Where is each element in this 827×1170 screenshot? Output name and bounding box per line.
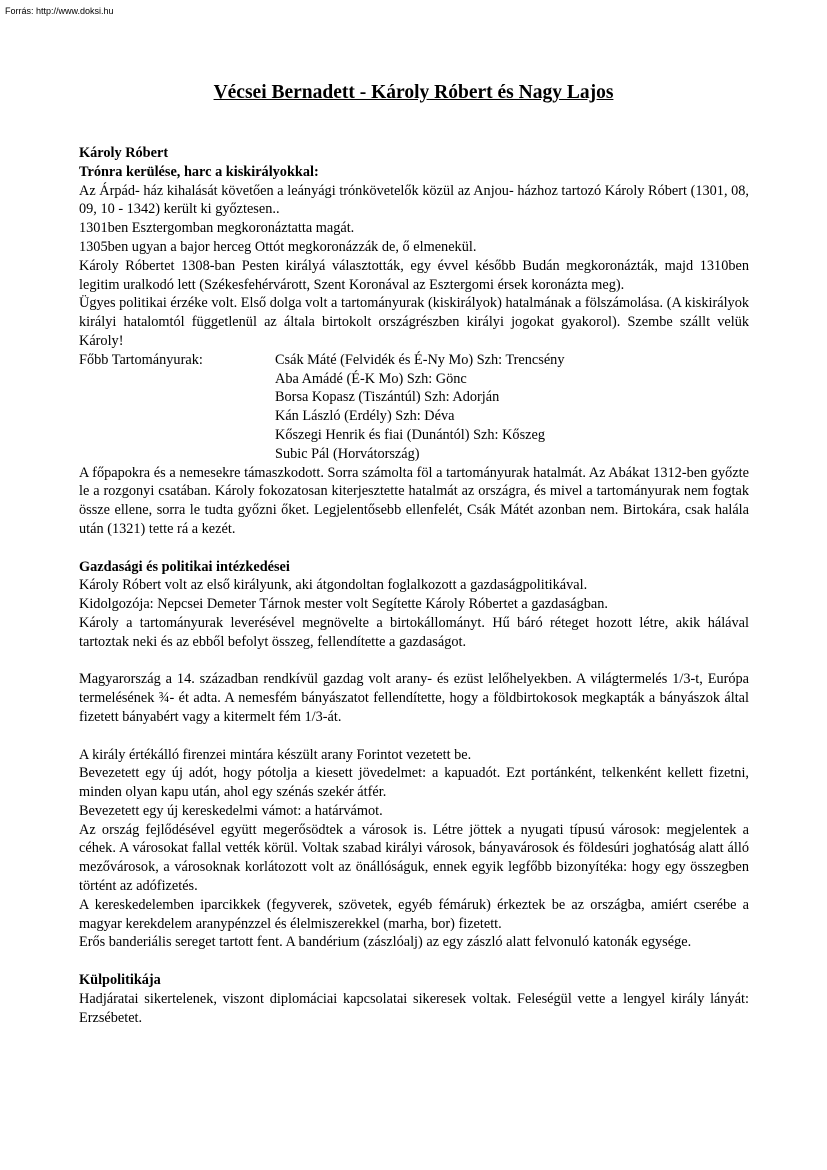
paragraph: A király értékálló firenzei mintára készült arany Forintot vezetett be. (79, 746, 472, 763)
paragraph: Bevezetett egy új adót, hogy pótolja a kiesett jövedelmet: a kapuadót. Ezt portánként, telkenként kellett fizetni, minden olyan kapu után, ahol egy szénás szekér átfér. (79, 765, 749, 801)
province-item: Borsa Kopasz (Tiszántúl) Szh: Adorján (275, 389, 500, 406)
province-row (79, 407, 749, 426)
section-heading-karoly-robert: Károly Róbert (79, 145, 169, 161)
paragraph: 1301ben Esztergomban megkoronáztatta magát. (79, 220, 355, 237)
subheading-throne: Trónra kerülése, harc a kiskirályokkal: (79, 163, 319, 180)
paragraph: Erős banderiális sereget tartott fent. A bandérium (zászlóalj) az egy zászló alatt felvonuló katonák egysége. (79, 934, 692, 951)
paragraph: Hadjáratai sikertelenek, viszont diplomáciai kapcsolatai sikeresek voltak. Feleségül vette a lengyel király lányát: Erzsébetet. (79, 990, 749, 1026)
provinces-list (79, 351, 749, 464)
province-item: Kán László (Erdély) Szh: Déva (275, 408, 455, 425)
paragraph: Magyarország a 14. században rendkívül gazdag volt arany- és ezüst lelőhelyekben. A világtermelés 1/3-t, Európa termelésének ¾- ét adta. A nemesfém bányászatot fellendítette, hogy a földbirtokosok megkapták a bányászok által fizetett bányabért vagy a kitermelt fém 1/3-át. (79, 671, 749, 725)
paragraph: Bevezetett egy új kereskedelmi vámot: a határvámot. (79, 802, 383, 819)
section-heading-economy: Gazdasági és politikai intézkedései (79, 558, 290, 575)
paragraph: A főpapokra és a nemesekre támaszkodott. Sorra számolta föl a tartományurak hatalmát. Az Abákat 1312-ben győzte le a rozgonyi csatában. Károly fokozatosan kiterjesztette hatalmát az országra, és mivel a tartományurak nem fogtak össze ellene, sorra le tudta győzni őket. Legjelentősebb ellenfelét, Csák Mátét azonban nem. Birtokára, csak halála után (1321) tette rá a kezét. (79, 464, 749, 537)
document-body (79, 144, 749, 1027)
paragraph: Az ország fejlődésével együtt megerősödtek a városok is. Létre jöttek a nyugati típusú városok: megjelentek a céhek. A városokat fallal vették körül. Voltak szabad királyi városok, bányavárosok és földesúri joghatóság alatt álló mezővárosok, a városoknak korlátozott volt az önállóságuk, ennek egyik legfőbb bizonyítéka: hogy egy összegben történt az adófizetés. (79, 821, 749, 895)
province-item: Kőszegi Henrik és fiai (Dunántól) Szh: Kőszeg (275, 426, 545, 443)
province-row (79, 351, 749, 370)
source-note: Forrás: http://www.doksi.hu (5, 6, 114, 16)
paragraph: Károly a tartományurak leverésével megnövelte a birtokállományt. Hű báró réteget hozott létre, akik hálával tartoztak neki és az ebből befolyt összeg, fellendítette a gazdaságot. (79, 614, 749, 650)
paragraph: Az Árpád- ház kihalását követően a leányági trónkövetelők közül az Anjou- házhoz tartozó Károly Róbert (1301, 08, 09, 10 - 1342) került ki győztesen.. (79, 182, 749, 218)
document-title: Vécsei Bernadett - Károly Róbert és Nagy Lajos (213, 82, 614, 103)
paragraph: A kereskedelemben iparcikkek (fegyverek, szövetek, egyéb fémáruk) érkeztek be az országba, amiért cserébe a magyar kerekdelem aranypénzzel és élelmiszerekkel (marha, bor) fizetett. (79, 896, 749, 932)
paragraph: Károly Róbertet 1308-ban Pesten királyá választották, egy évvel később Budán megkoronázták, majd 1310ben legitim uralkodó lett (Székesfehérvárott, Szent Koronával az Esztergomi érsek koronázta meg). (79, 257, 749, 293)
province-row (79, 388, 749, 407)
section-heading-foreign-policy: Külpolitikája (79, 972, 161, 989)
paragraph: Károly Róbert volt az első királyunk, aki átgondoltan foglalkozott a gazdaságpolitikával. (79, 577, 588, 594)
province-row (79, 370, 749, 389)
paragraph: Ügyes politikai érzéke volt. Első dolga volt a tartományurak (kiskirályok) hatalmának a fölszámolása. (A kiskirályok királyi hatalomtól függetlenül az általa birtokolt országrészben királyi jogokat gyakorol). Szembe szállt velük Károly! (79, 295, 749, 349)
province-item: Subic Pál (Horvátország) (275, 445, 420, 462)
province-item: Csák Máté (Felvidék és É-Ny Mo) Szh: Trencsény (275, 351, 565, 368)
paragraph: Kidolgozója: Nepcsei Demeter Tárnok mester volt Segítette Károly Róbertet a gazdaságban. (79, 596, 608, 613)
province-row (79, 426, 749, 445)
provinces-label: Főbb Tartományurak: (79, 351, 203, 368)
province-item: Aba Amádé (É-K Mo) Szh: Gönc (275, 370, 467, 387)
paragraph: 1305ben ugyan a bajor herceg Ottót megkoronázzák de, ő elmenekül. (79, 238, 477, 255)
province-row (79, 445, 749, 464)
